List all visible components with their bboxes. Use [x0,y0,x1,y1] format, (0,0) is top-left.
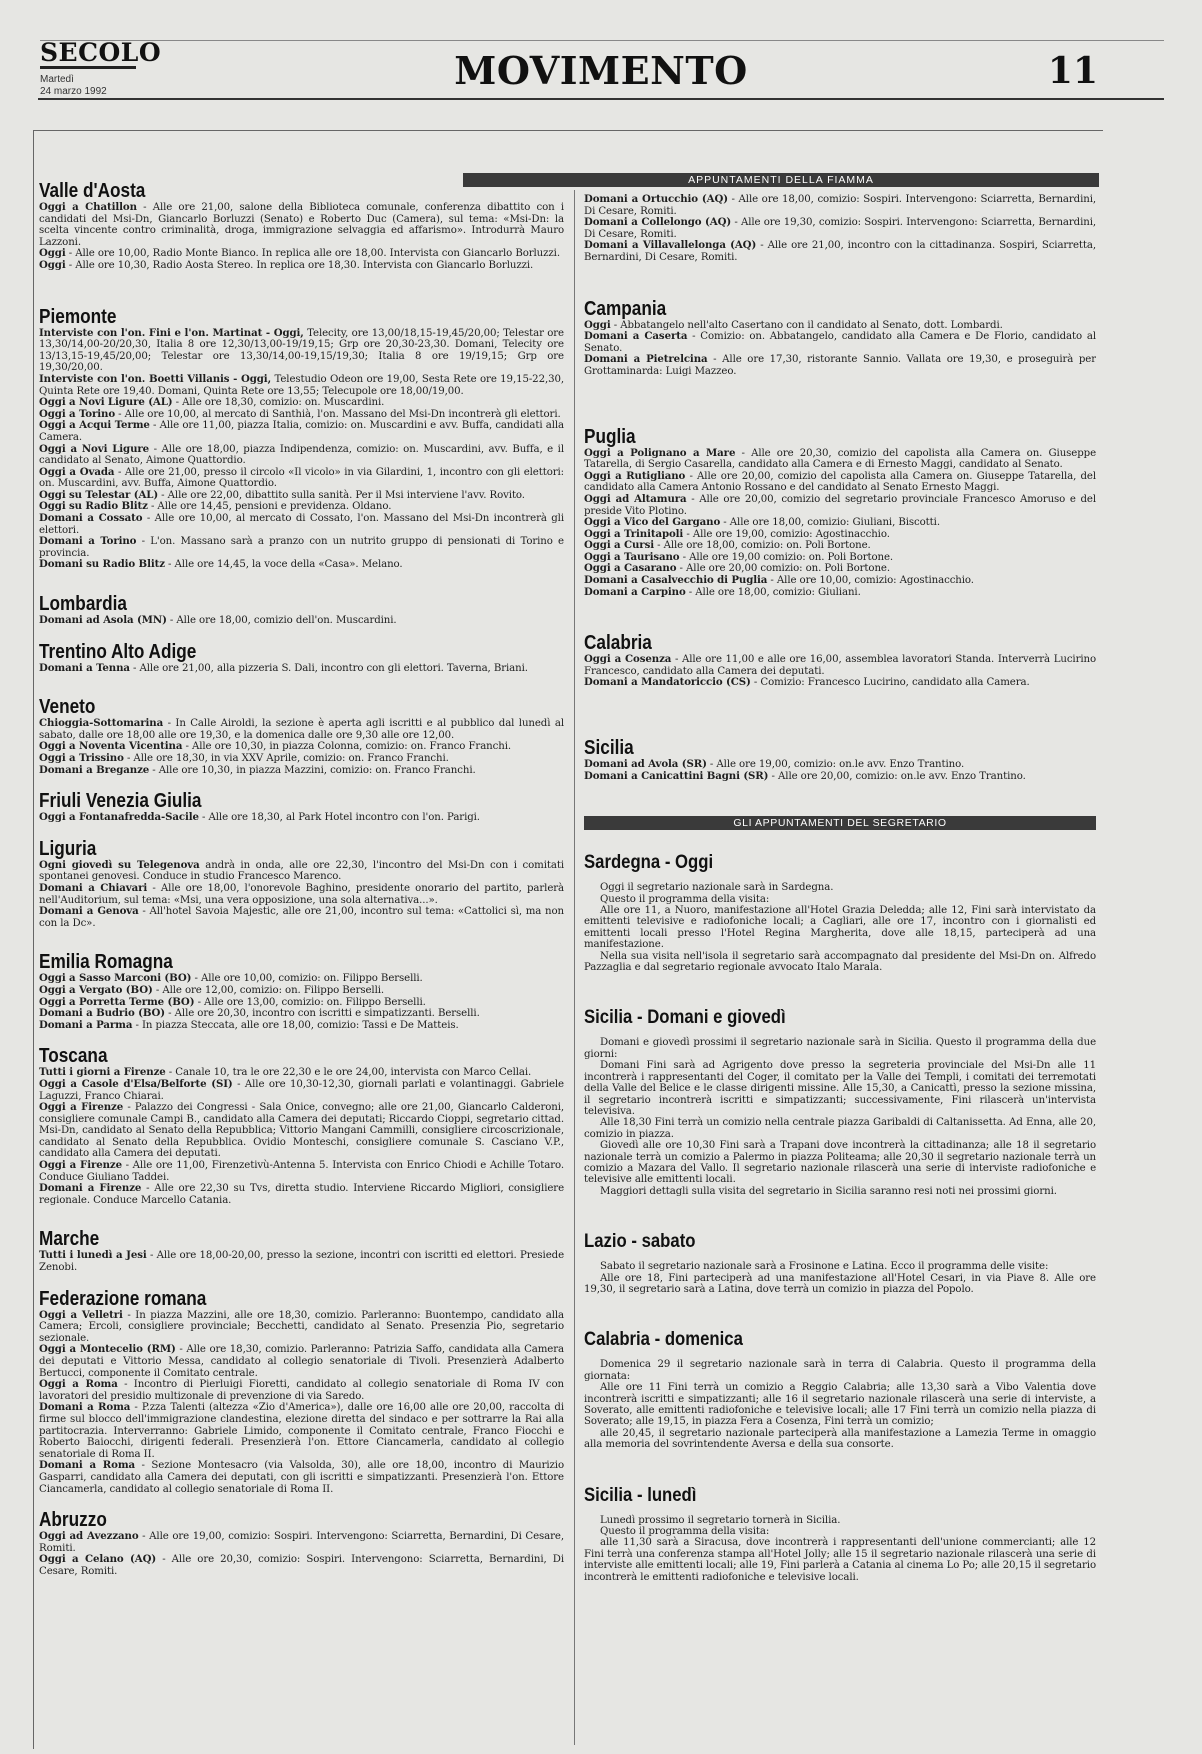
visit-paragraph: Alle ore 11 Fini terrà un comizio a Reggio Calabria; alle 13,30 sarà a Vibo Valentia dove incontrerà iscritti e simpatizzanti; alle 16 il segretario nazionale rilascerà una serie di interviste, a Soverato, alle emittenti radiofoniche e televisive locali; alle 17 Fini terrà un comizio nella piazza di Soverato; alle 19,15, in piazza Fera a Cosenza, Fini terrà un comizio; [584,1382,1096,1428]
region-heading: Trentino Alto Adige [39,640,197,663]
region-heading: Abruzzo [39,1509,107,1532]
region-heading: Calabria [584,632,652,655]
entry-text: - Alle ore 18,30, comizio: on. Muscardini. [172,397,385,409]
date-day: Martedì [40,74,74,85]
entry-lead: Oggi a Roma [39,1378,118,1391]
entry-lead: Domani a Tenna [39,661,130,674]
entry-text: - Canale 10, tra le ore 22,30 e le ore 24,00, intervista con Marco Cellai. [165,1067,532,1079]
entry-lead: Interviste con l'on. Fini e l'on. Martinat - Oggi, [39,326,304,339]
region-heading: Toscana [39,1045,108,1068]
visit-paragraph: alle 20,45, il segretario nazionale parteciperà alla manifestazione a Lamezia Terme in omaggio alla memoria del sovrintendente Aversa e della sua consorte. [584,1427,1096,1451]
entry-lead: Oggi a Cosenza [584,653,672,666]
entry-lead: Oggi a Vico del Gargano [584,516,721,529]
visit-paragraph: alle 11,30 sarà a Siracusa, dove incontrerà i rappresentanti dell'unione commercianti; alle 12 Fini terrà una conferenza stampa all'Hotel Jolly; alle 15 il segretario nazionale rilascerà una serie di interviste alle emittenti locali; alle 19, Fini parlerà a Catania al cinema Lo Po; alle 20,15 il segretario incontrerà le emittenti radiofoniche e televisive locali. [584,1537,1096,1583]
entry-lead: Oggi a Firenze [39,1159,122,1172]
appointment-entry [584,354,1096,377]
entry-text: - Alle ore 18,00, comizio: Sospiri. Intervengono: Sciarretta, Bernardini, Di Cesare, Romiti. [584,194,1096,217]
visit-paragraph: Alle 18,30 Fini terrà un comizio nella centrale piazza Garibaldi di Caltanissetta. Ad Enna, alle 20, comizio in piazza. [584,1117,1096,1140]
entry-text: - Alle ore 11,00, piazza Italia, comizio: on. Muscardini e avv. Buffa, candidati alla Camera. [39,420,564,443]
entry-text: - Alle ore 19,00, comizio: Sospiri. Intervengono: Sciarretta, Bernardini, Di Cesare, Romiti. [39,1531,564,1554]
entry-lead: Domani a Caserta [584,330,688,343]
appointment-entry [39,1160,564,1183]
appointment-entry [39,467,564,490]
appointment-entry [584,494,1096,517]
entry-text: - Alle ore 18,30, comizio. Parleranno: Patrizia Saffo, candidata alla Camera dei deputati e Vittorio Messa, candidato al collegio senatoriale di Tivoli. Presenzierà Adalberto Bertucci, componente il Comitato centrale. [39,1344,564,1379]
entry-lead: Oggi [584,318,611,331]
appointment-entry [39,1554,564,1577]
entry-lead: Domani a Genova [39,905,139,918]
entry-text: - Alle ore 10,00, al mercato di Cossato, l'on. Massano del Msi-Dn incontrerà gli elettori. [39,513,564,536]
entry-text: - Alle ore 19,00 comizio: on. Poli Bortone. [679,551,894,563]
appointment-entry [39,1183,564,1206]
entry-text: - Alle ore 10,00, Radio Monte Bianco. In replica alle ore 18,00. Intervista con Giancarlo Borluzzi. [65,248,560,260]
entry-lead: Domani a Breganze [39,763,150,776]
appointment-entry [39,1344,564,1379]
entry-text: - Alle ore 12,00, comizio: on. Filippo Berselli. [152,984,385,996]
appointment-entry [39,444,564,467]
entry-lead: Oggi a Novi Ligure (AL) [39,396,173,409]
entry-text: andrà in onda, alle ore 22,30, l'incontro del Msi-Dn con i comitati spontanei genovesi. Conduce in studio Francesco Marenco. [39,859,564,883]
entry-lead: Oggi a Trinitapoli [584,527,684,540]
entry-text: - Alle ore 20,00 comizio: on. Poli Bortone. [676,563,890,575]
entry-text: - Alle ore 20,30, comizio del capolista alla Camera on. Giuseppe Tatarella, di Sergio Casarella, candidato alla Camera e di Ernesto Maggi, candidato al Senato. [584,447,1096,471]
entry-lead: Oggi a Ovada [39,465,115,478]
entry-lead: Oggi a Sasso Marconi (BO) [39,972,192,985]
entry-lead: Oggi a Firenze [39,1101,124,1114]
appointment-entry [39,1531,564,1554]
entry-text: - Alle ore 11,00, Firenzetivù-Antenna 5. Intervista con Enrico Chiodi e Achille Totaro. Conduce Giuliano Taddei. [39,1160,564,1183]
appointment-entry [584,587,1096,599]
appointment-entry [584,240,1096,263]
entry-lead: Oggi a Cursi [584,539,654,552]
secretary-visit-heading: Sicilia - Domani e giovedì [584,1007,786,1029]
entry-text: - Alle ore 18,00, comizio: Giuliani. [685,586,861,598]
date-full: 24 marzo 1992 [40,86,107,97]
appointment-entry [584,331,1096,354]
region-heading: Liguria [39,837,97,860]
entry-lead: Domani a Villavallelonga (AQ) [584,239,757,252]
region-heading: Valle d'Aosta [39,180,146,202]
page-number: 11 [1047,50,1098,92]
region-heading: Friuli Venezia Giulia [39,790,202,813]
entry-lead: Domani ad Avola (SR) [584,758,707,771]
entry-text: - Alle ore 22,00, dibattito sulla sanità. Per il Msi interviene l'avv. Rovito. [158,489,525,501]
region-heading: Lombardia [39,593,127,616]
entry-text: - L'on. Massano sarà a pranzo con un nutrito gruppo di pensionati di Torino e provincia. [39,536,564,559]
appointment-entry [39,1460,564,1495]
entry-lead: Interviste con l'on. Boetti Villanis - Oggi, [39,372,272,385]
entry-text: - Alle ore 21,00, alla pizzeria S. Dali, incontro con gli elettori. Taverna, Briani. [129,662,528,674]
visit-paragraph: Nella sua visita nell'isola il segretario sarà accompagnato dal presidente del Msi-Dn on. Alfredo Pazzaglia e dal segretario regionale avvocato Italo Marala. [584,950,1096,974]
appointment-entry [39,718,564,741]
appointment-entry [39,1379,564,1402]
appointment-entry [39,1250,564,1273]
entry-text: - Alle ore 18,00, comizio: Giuliani, Biscotti. [720,517,940,529]
appointment-entry [39,559,564,571]
appointment-entry [39,615,564,627]
visit-paragraph: Domani e giovedì prossimi il segretario nazionale sarà in Sicilia. Questo il programma della due giorni: [584,1037,1096,1060]
entry-lead: Oggi a Taurisano [584,550,680,563]
region-heading: Federazione romana [39,1287,207,1310]
entry-lead: Oggi a Acqui Terme [39,419,150,432]
entry-text: - Alle ore 13,00, comizio: on. Filippo Berselli. [194,996,426,1008]
region-heading: Emilia Romagna [39,951,173,974]
appointment-entry [39,883,564,906]
entry-lead: Domani a Budrio (BO) [39,1007,166,1020]
entry-text: - Alle ore 21,00, salone della Biblioteca comunale, conferenza dibattito con i candidati del Msi-Dn, Giancarlo Borluzzi (Senato) e Roberto Duc (Camera), sul tema: «Msi-Dn: la scelta vincente contro criminalità, droga, immigrazione selvaggia ed affarismo». Introdurrà Mauro Lazzoni. [39,202,564,248]
entry-lead: Oggi ad Altamura [584,492,687,505]
entry-lead: Oggi a Chatillon [39,201,137,213]
entry-lead: Oggi a Noventa Vicentina [39,740,183,753]
masthead-bottom-rule [38,98,1164,100]
visit-paragraph: Questo il programma della visita: [600,893,770,905]
entry-lead: Domani a Roma [39,1459,136,1472]
entry-text: - Alle ore 20,00, comizio del capolista alla Camera on. Giuseppe Tatarella, del candidato alla Camera Antonio Rossano e del candidato al Senato Ernesto Maggi. [584,470,1096,494]
entry-text: - Alle ore 10,30, Radio Aosta Stereo. In replica ore 18,30. Intervista con Giancarlo Borluzzi. [65,259,534,271]
entry-lead: Oggi a Torino [39,407,116,420]
entry-text: - Comizio: on. Abbatangelo, candidato alla Camera e De Florio, candidato al Senato. [584,331,1096,354]
entry-text: - Alle ore 18,30, al Park Hotel incontro con l'on. Parigi. [198,812,480,824]
entry-lead: Tutti i lunedì a Jesi [39,1249,147,1262]
secretary-visit-heading: Lazio - sabato [584,1231,696,1253]
entry-lead: Oggi a Velletri [39,1308,123,1321]
entry-lead: Domani a Collelongo (AQ) [584,216,732,229]
appointment-entry [39,536,564,559]
appointment-entry [39,765,564,777]
visit-paragraph: Maggiori dettagli sulla visita del segretario in Sicilia saranno resi noti nei prossimi giorni. [600,1185,1057,1197]
entry-text: - Alle ore 10,00, comizio: on. Filippo Berselli. [191,973,423,985]
entry-lead: Oggi su Telestar (AL) [39,488,159,501]
entry-lead: Chioggia-Sottomarina [39,717,164,730]
entry-text: - Alle ore 19,00, comizio: on.le avv. Enzo Trantino. [706,759,965,771]
entry-text: - Alle ore 18,00-20,00, presso la sezione, incontri con iscritti ed elettori. Presiede Zenobi. [39,1250,564,1274]
entry-text: - Alle ore 22,30 su Tvs, diretta studio. Interviene Riccardo Migliori, consigliere regionale. Conduce Marcello Catania. [39,1183,564,1206]
entry-text: - All'hotel Savoia Majestic, alle ore 21,00, incontro sul tema: «Cattolici sì, ma non con la Dc». [39,906,564,929]
appointment-entry [584,677,1096,689]
entry-text: - Alle ore 20,30, incontro con iscritti e simpatizzanti. Berselli. [165,1008,480,1020]
secretary-visit-heading: Sardegna - Oggi [584,852,714,874]
entry-lead: Oggi a Vergato (BO) [39,983,153,996]
visit-paragraph: Domani Fini sarà ad Agrigento dove presso la segreteria provinciale del Msi-Dn alle 11 incontrerà i rappresentanti del Coger, il comitato per la Valle dei Templi, i comitati dei terremotati della Valle del Belice e le classe dirigenti missine. Alle 15,30, a Canicattì, presso la sezione missina, il segretario incontrerà iscritti e simpatizzanti; successivamente, Fini rilascerà un'intervista televisiva. [584,1060,1096,1117]
entry-lead: Domani a Pietrelcina [584,353,708,366]
entry-lead: Domani a Ortucchio (AQ) [584,194,728,205]
appointment-entry [39,513,564,536]
entry-lead: Oggi [39,247,66,260]
region-heading: Campania [584,297,667,320]
secretary-visit-heading: Sicilia - lunedì [584,1484,697,1506]
newspaper-logo: SECOLO [40,38,162,67]
entry-lead: Domani ad Asola (MN) [39,614,167,627]
entry-lead: Domani su Radio Blitz [39,558,165,571]
entry-lead: Domani a Roma [39,1401,131,1414]
section-banner: APPUNTAMENTI DELLA FIAMMA [463,173,1099,187]
entry-text: - Alle ore 19,30, comizio: Sospiri. Intervengono: Sciarretta, Bernardini, Di Cesare, Romiti. [584,217,1096,240]
entry-text: - Alle ore 19,00, comizio: Agostinacchio. [683,528,890,540]
entry-lead: Domani a Chiavari [39,881,148,894]
appointment-entry [39,328,564,374]
appointment-entry [39,663,564,675]
appointment-entry [39,1102,564,1160]
appointment-entry [584,529,1096,541]
appointment-entry [39,1020,564,1032]
appointment-entry [39,374,564,397]
entry-text: - Alle ore 10,30-12,30, giornali parlati e volantinaggi. Gabriele Laguzzi, Franco Chiarai. [39,1078,564,1102]
appointment-entry [39,420,564,443]
entry-text: - Alle ore 20,30, comizio: Sospiri. Intervengono: Sciarretta, Bernardini, Di Cesare, Romiti. [39,1554,564,1577]
visit-paragraph: Sabato il segretario nazionale sarà a Frosinone e Latina. Ecco il programma delle visite: [600,1261,1049,1273]
region-heading: Sicilia [584,737,634,760]
appointment-entry [39,248,564,260]
entry-lead: Tutti i giorni a Firenze [39,1066,166,1079]
entry-text: - In Calle Airoldi, la sezione è aperta agli iscritti e al pubblico dal lunedì al sabato, dalle ore 18,00 alle ore 19,30, e la domenica dalle ore 9,30 alle ore 12,00. [39,718,564,741]
appointment-entry [584,217,1096,240]
entry-lead: Domani a Cossato [39,512,143,525]
entry-lead: Oggi a Polignano a Mare [584,446,736,459]
entry-text: - Alle ore 10,30, in piazza Colonna, comizio: on. Franco Franchi. [182,741,511,753]
entry-text: - Alle ore 10,00, al mercato di Santhià, l'on. Massano del Msi-Dn incontrerà gli elettori. [115,408,561,420]
entry-text: - Palazzo dei Congressi - Sala Onice, convegno; alle ore 21,00, Giancarlo Calderoni, consigliere comunale Campi B., candidato alla Camera dei deputati; Riccardo Cioppi, segretario cittad. Msi-Dn, candidato al Senato della Repubblica; Vittorio Mangani Cammilli, consigliere circoscrizionale, candidato al Senato della Repubblica. Ovidio Monteschi, consigliere comunale S. Casciano V.P., candidato alla Camera dei deputati. [39,1102,564,1160]
entry-text: - Alle ore 18,00, l'onorevole Baghino, presidente onorario del partito, parlerà nell'Auditorium, sul tema: «Msi, una vera opposizione, una sola alternativa...». [39,882,564,906]
entry-lead: Domani a Torino [39,535,137,548]
appointment-entry [39,397,564,409]
masthead-top-rule [40,40,1164,41]
entry-lead: Oggi a Casarano [584,562,677,575]
entry-text: - In piazza Steccata, alle ore 18,00, comizio: Tassi e De Matteis. [132,1019,459,1031]
appointment-entry [39,906,564,929]
entry-lead: Domani a Firenze [39,1182,142,1195]
entry-text: - Alle ore 18,00, comizio dell'on. Muscardini. [166,615,397,627]
region-heading: Piemonte [39,305,117,328]
appointment-entry [39,1079,564,1102]
entry-lead: Domani a Parma [39,1018,133,1031]
entry-text: - Alle ore 10,30, in piazza Mazzini, comizio: on. Franco Franchi. [149,764,476,776]
entry-lead: Oggi su Radio Blitz [39,500,148,513]
entry-text: - Incontro di Pierluigi Fioretti, candidato al collegio senatoriale di Roma IV con lavoratori del presidio multizonale di prevenzione di via Saredo. [39,1379,564,1402]
column-divider [574,190,575,1745]
appointment-entry [39,1310,564,1345]
visit-paragraph: Oggi il segretario nazionale sarà in Sardegna. [600,882,834,894]
entry-text: - Alle ore 14,45, la voce della «Casa». Melano. [164,559,403,571]
entry-lead: Domani a Canicattini Bagni (SR) [584,769,769,782]
visit-paragraph: Alle ore 18, Fini parteciperà ad una manifestazione all'Hotel Cesari, in via Piave 8. Alle ore 19,30, il segretario sarà a Latina, dove terrà un comizio in piazza del Popolo. [584,1272,1096,1295]
entry-text: - Alle ore 20,00, comizio del segretario provinciale Francesco Amoruso e del preside Vito Plotino. [584,493,1096,517]
entry-text: - Alle ore 14,45, pensioni e previdenza. Oldano. [147,501,392,513]
entry-text: - Alle ore 20,00, comizio: on.le avv. Enzo Trantino. [768,770,1026,782]
entry-text: - Alle ore 17,30, ristorante Sannio. Vallata ore 19,30, e proseguirà per Grottaminarda: Luigi Mazzeo. [584,354,1096,377]
entry-text: - Alle ore 21,00, presso il circolo «Il vicolo» in via Gilardini, 1, incontro con gli elettori: on. Muscardini, avv. Buffa, Aimone Quattordio. [39,466,564,490]
entry-text: - Alle ore 18,00, piazza Indipendenza, comizio: on. Muscardini, avv. Buffa, e il candidato al Senato, Aimone Quattordio. [39,443,564,467]
entry-lead: Oggi a Montecelio (RM) [39,1343,176,1356]
entry-lead: Oggi a Rutigliano [584,469,686,482]
entry-lead: Domani a Casalvecchio di Puglia [584,574,768,587]
entry-lead: Ogni giovedì su Telegenova [39,858,200,871]
entry-lead: Oggi a Fontanafredda-Sacile [39,811,199,824]
appointment-entry [39,202,564,248]
entry-text: - P.zza Talenti (altezza «Zio d'America»), dalle ore 16,00 alle ore 20,00, raccolta di firme sul blocco dell'immigrazione clandestina, elezione diretta del sindaco e per sottrarre la Rai alla partitocrazia. Interverranno: Gabriele Limido, componente il Comitato centrale, Franco Fiocchi e Roberto Baiocchi, dirigenti federali. Presenzierà l'on. Ettore Ciancamerla, candidato al collegio senatoriale di Roma II. [39,1402,564,1460]
right-column [584,194,1096,1748]
region-heading: Veneto [39,696,96,719]
entry-text: - Alle ore 18,00, comizio: on. Poli Bortone. [653,540,871,552]
appointment-entry [39,1402,564,1460]
region-heading: Puglia [584,425,636,448]
entry-lead: Oggi a Celano (AQ) [39,1553,157,1566]
entry-text: - Alle ore 18,30, in via XXV Aprile, comizio: on. Franco Franchi. [123,753,449,764]
visit-paragraph: Lunedì prossimo il segretario tornerà in Sicilia. [600,1514,841,1526]
visit-paragraph: Alle ore 11, a Nuoro, manifestazione all'Hotel Grazia Deledda; alle 12, Fini sarà intervistato da emittenti televisive e radiofoniche locali; a Cagliari, alle ore 17, incontro con i giornalisti ed emittenti locali presso l'Hotel Regina Margherita, dove alle 18,15, parteciperà ad una manifestazione. [584,905,1096,951]
entry-text: - Comizio: Francesco Lucirino, candidato alla Camera. [750,677,1030,689]
entry-text: - Sezione Montesacro (via Valsolda, 30), alle ore 18,00, incontro di Maurizio Gasparri, candidato alla Camera dei deputati, con gli iscritti e simpatizzanti. Presenzierà l'on. Ettore Ciancamerla, candidato al collegio senatoriale di Roma II. [39,1460,564,1495]
entry-lead: Domani a Mandatoriccio (CS) [584,676,751,689]
section-title: MOVIMENTO [454,48,748,93]
appointment-entry [39,812,564,824]
entry-text: - Abbatangelo nell'alto Casertano con il candidato al Senato, dott. Lombardi. [610,319,1003,331]
visit-paragraph: Giovedì alle ore 10,30 Fini sarà a Trapani dove incontrerà la cittadinanza; alle 18 il segretario nazionale terrà un comizio a Palermo in piazza Politeama; alle 20,30 il segretario nazionale terrà un comizio a Mazara del Vallo. Il segretario nazionale rilascerà una serie di interviste radiofoniche e televisive alle emittenti locali. [584,1140,1096,1186]
entry-lead: Oggi a Porretta Terme (BO) [39,995,195,1008]
entry-lead: Oggi a Trissino [39,752,124,764]
entry-text: Telecity, ore 13,00/18,15-19,45/20,00; Telestar ore 13,30/14,00-20/20,30, Italia 8 ore 12,30/13,00-19/19,15; Grp ore 20,30-23,30. Domani, Telecity ore 13/13,15-19,45/20,00; Telestar ore 13,30/14,00-19,15/19,30; Italia 8 ore 19/19,15; Grp ore 19,30/20,00. [39,327,564,374]
visit-paragraph: Questo il programma della visita: [600,1526,770,1538]
appointment-entry [584,654,1096,677]
appointment-entry [584,194,1096,217]
appointment-entry [39,260,564,272]
left-column [39,180,564,1752]
entry-text: - In piazza Mazzini, alle ore 18,30, comizio. Parleranno: Buontempo, candidato alla Camera; Ercoli, consigliere provinciale; Becchetti, candidato al Senato. Presenzia Pio, segretario sezionale. [39,1309,564,1344]
entry-lead: Oggi a Casole d'Elsa/Belforte (SI) [39,1077,233,1090]
entry-text: - Alle ore 10,00, comizio: Agostinacchio. [767,575,974,587]
entry-text: Telestudio Odeon ore 19,00, Sesta Rete ore 19,15-22,30, Quinta Rete ore 19,40. Domani, Quinta Rete ore 13,55; Telecupole ore 18,00/19,00. [39,373,564,397]
secretary-visit-heading: Calabria - domenica [584,1329,743,1351]
appointment-entry [584,771,1096,783]
entry-text: - Alle ore 11,00 e alle ore 16,00, assemblea lavoratori Standa. Interverrà Lucirino Francesco, candidato alla Camera dei deputati. [584,654,1096,677]
appointment-entry [39,860,564,883]
entry-lead: Oggi a Novi Ligure [39,442,150,455]
appointment-entry [584,448,1096,471]
visit-paragraph: Domenica 29 il segretario nazionale sarà in terra di Calabria. Questo il programma della giornata: [584,1359,1096,1382]
entry-lead: Oggi ad Avezzano [39,1530,139,1543]
entry-text: - Alle ore 21,00, incontro con la cittadinanza. Sospiri, Sciarretta, Bernardini, Di Cesare, Romiti. [584,240,1096,263]
appointment-entry [584,471,1096,494]
region-heading: Marche [39,1228,100,1251]
entry-lead: Oggi [39,258,66,271]
segretario-banner: GLI APPUNTAMENTI DEL SEGRETARIO [584,816,1096,830]
entry-lead: Domani a Carpino [584,585,686,598]
